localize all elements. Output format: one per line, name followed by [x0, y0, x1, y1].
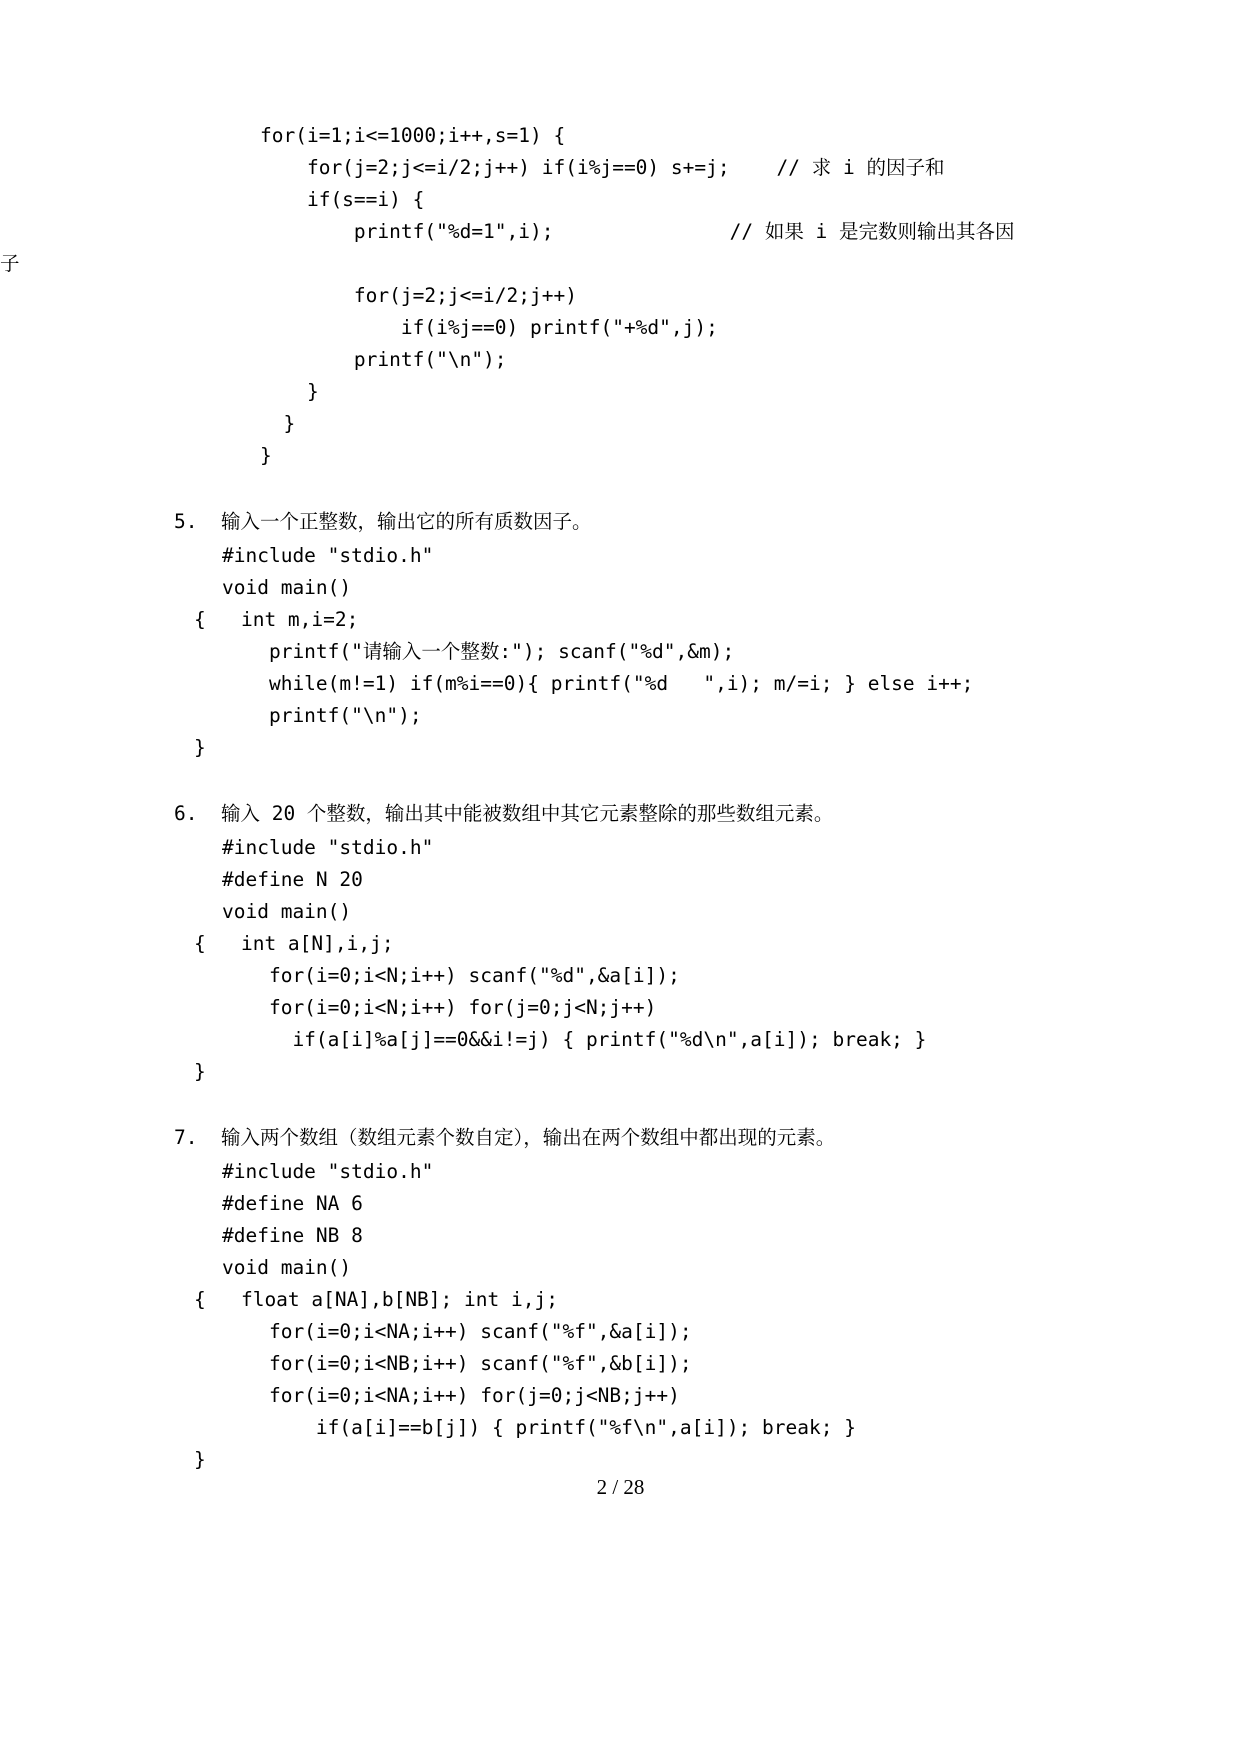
code-line: printf("\n");	[222, 704, 422, 727]
exercise-item-5	[150, 506, 1100, 764]
code-line: #define N 20	[222, 868, 363, 891]
exercise-heading	[174, 1122, 1100, 1154]
code-line: }	[194, 736, 206, 759]
code-line-wrap: 子	[0, 252, 20, 275]
code-block	[150, 540, 1100, 764]
code-line: { int a[N],i,j;	[194, 932, 394, 955]
code-block	[150, 1156, 1100, 1476]
code-line: for(i=0;i<NB;i++) scanf("%f",&b[i]);	[222, 1352, 692, 1375]
exercise-title: 输入 20 个整数，输出其中能被数组中其它元素整除的那些数组元素。	[220, 802, 834, 825]
code-line: printf("请输入一个整数:"); scanf("%d",&m);	[222, 640, 735, 663]
code-line: #define NA 6	[222, 1192, 363, 1215]
code-line: }	[194, 1448, 206, 1471]
code-line: if(s==i) {	[260, 188, 425, 211]
code-line: for(i=1;i<=1000;i++,s=1) {	[260, 124, 566, 147]
code-line: for(i=0;i<N;i++) scanf("%d",&a[i]);	[222, 964, 680, 987]
code-line: #include "stdio.h"	[222, 544, 434, 567]
code-line: #include "stdio.h"	[222, 836, 434, 859]
code-line: #include "stdio.h"	[222, 1160, 434, 1183]
code-line: }	[194, 1060, 206, 1083]
code-line: if(a[i]%a[j]==0&&i!=j) { printf("%d\n",a[i]); break; }	[222, 1028, 927, 1051]
code-line: }	[260, 380, 319, 403]
exercise-heading	[174, 506, 1100, 538]
page-footer	[0, 1475, 1241, 1500]
code-line: void main()	[222, 1256, 352, 1279]
code-line: if(i%j==0) printf("+%d",j);	[260, 316, 718, 339]
code-line: #define NB 8	[222, 1224, 363, 1247]
exercise-number: 6.	[174, 802, 198, 825]
code-line: for(i=0;i<NA;i++) for(j=0;j<NB;j++)	[222, 1384, 680, 1407]
exercise-title: 输入两个数组（数组元素个数自定），输出在两个数组中都出现的元素。	[220, 1126, 836, 1149]
exercise-number: 7.	[174, 1126, 198, 1149]
code-line: { float a[NA],b[NB]; int i,j;	[194, 1288, 558, 1311]
page-number: 2 / 28	[596, 1475, 645, 1499]
code-line: void main()	[222, 900, 352, 923]
exercise-number: 5.	[174, 510, 198, 533]
exercise-title: 输入一个正整数，输出它的所有质数因子。	[220, 510, 592, 533]
code-line: while(m!=1) if(m%i==0){ printf("%d ",i); m/=i; } else i++;	[222, 672, 974, 695]
code-block-continuation	[0, 120, 1100, 472]
code-line: if(a[i]==b[j]) { printf("%f\n",a[i]); break; }	[222, 1416, 856, 1439]
exercise-item-7	[150, 1122, 1100, 1476]
code-line: void main()	[222, 576, 352, 599]
code-line: }	[260, 412, 296, 435]
code-line: }	[260, 444, 272, 467]
page-content	[0, 120, 1100, 1476]
code-line: for(j=2;j<=i/2;j++)	[260, 284, 577, 307]
exercise-heading	[174, 798, 1100, 830]
code-block	[150, 832, 1100, 1088]
code-line: printf("%d=1",i); // 如果 i 是完数则输出其各因	[260, 220, 1015, 243]
code-line: { int m,i=2;	[194, 608, 359, 631]
code-line: printf("\n");	[260, 348, 507, 371]
code-line: for(i=0;i<N;i++) for(j=0;j<N;j++)	[222, 996, 657, 1019]
code-line: for(i=0;i<NA;i++) scanf("%f",&a[i]);	[222, 1320, 692, 1343]
exercise-item-6	[150, 798, 1100, 1088]
code-line: for(j=2;j<=i/2;j++) if(i%j==0) s+=j; // 求 i 的因子和	[260, 156, 945, 179]
